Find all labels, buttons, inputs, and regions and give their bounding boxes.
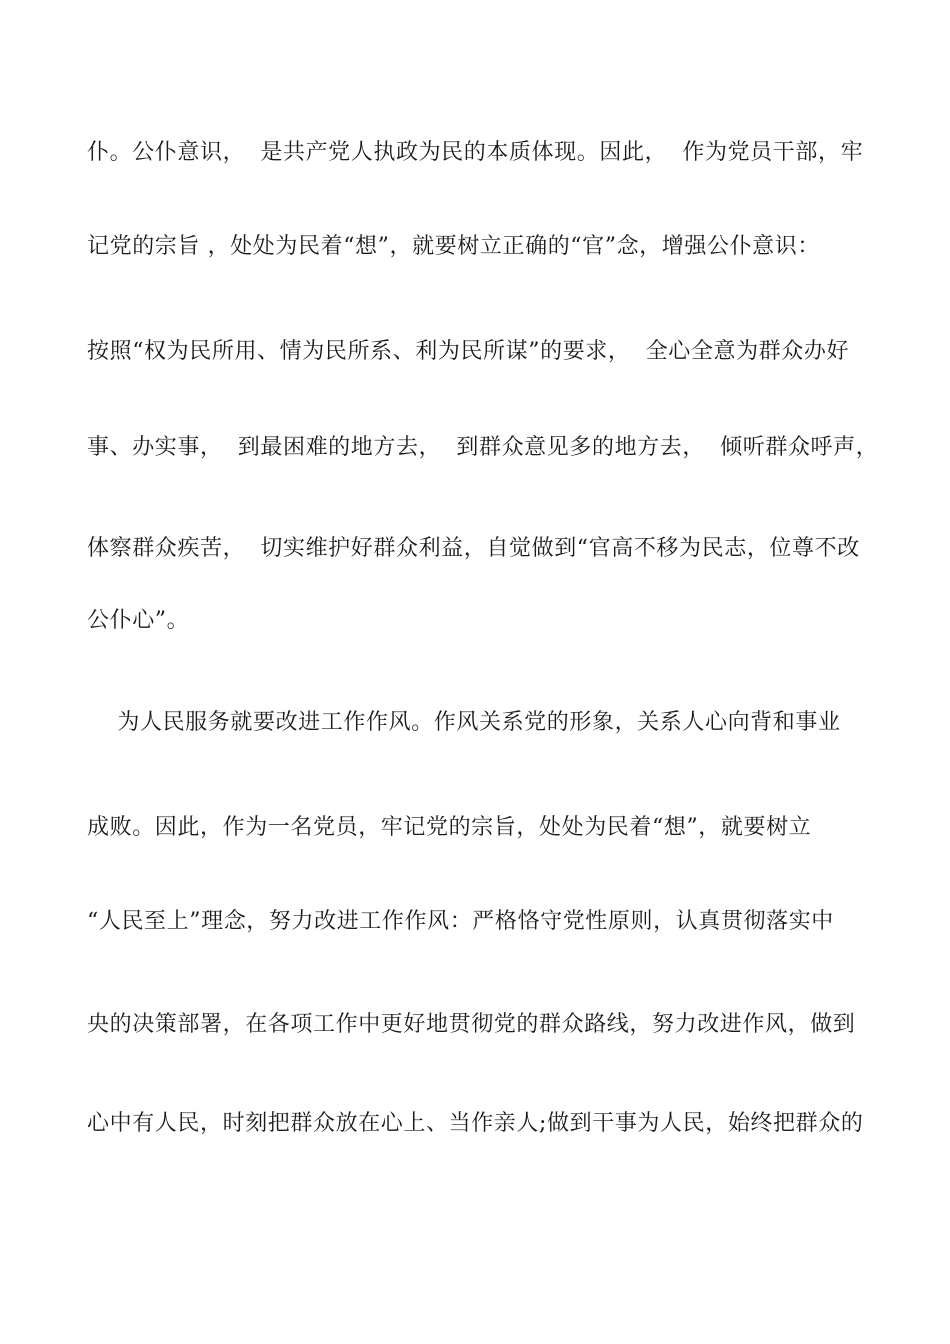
text-line: 体察群众疾苦， 切实维护好群众利益，自觉做到“官高不移为民志，位尊不改 (87, 536, 860, 561)
text-line: “人民至上”理念，努力改进工作作风：严格恪守党性原则，认真贯彻落实中 (87, 909, 834, 934)
text-line: 央的决策部署，在各项工作中更好地贯彻党的群众路线，努力改进作风，做到 (87, 1012, 856, 1037)
text-line: 记党的宗旨 ，处处为民着“想”，就要树立正确的“官”念，增强公仆意识： (87, 234, 820, 259)
text-line: 成败。因此，作为一名党员，牢记党的宗旨，处处为民着“想”，就要树立 (87, 815, 812, 840)
text-line: 按照“权为民所用、情为民所系、利为民所谋”的要求， 全心全意为群众办好 (87, 339, 850, 364)
text-line: 心中有人民，时刻把群众放在心上、当作亲人;做到干事为人民，始终把群众的 (87, 1111, 864, 1136)
text-line: 仆。公仆意识， 是共产党人执政为民的本质体现。因此， 作为党员干部，牢 (87, 140, 864, 165)
text-line: 公仆心”。 (87, 608, 190, 633)
text-line: 为人民服务就要改进工作作风。作风关系党的形象，关系人心向背和事业 (87, 710, 841, 735)
text-line: 事、办实事， 到最困难的地方去， 到群众意见多的地方去， 倾听群众呼声， (87, 435, 879, 460)
